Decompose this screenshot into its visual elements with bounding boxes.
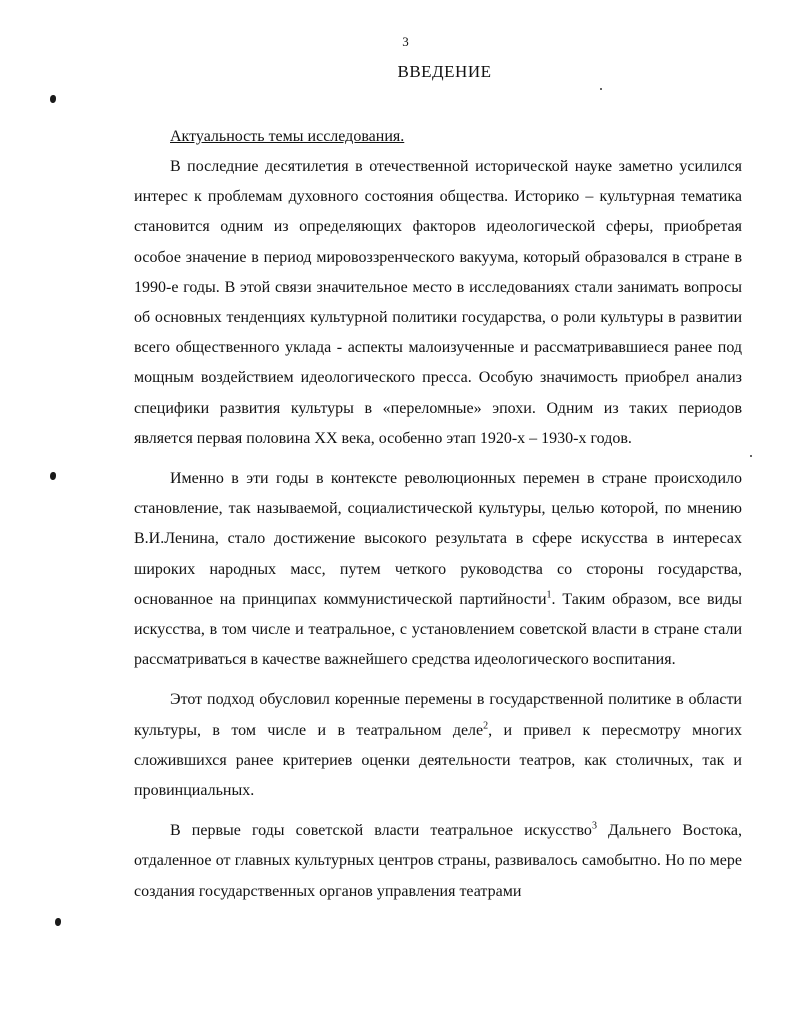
paragraph-text: В первые годы советской власти театральное искусство: [170, 822, 592, 840]
paragraph-text: Именно в эти годы в контексте революционных перемен в стране происходило становление, так называемой, социалистической культуры, целью которой, по мнению В.И.Ленина, стало достижение высокого результата в сфере искусства в интересах широких народных масс, путем четкого руководства со стороны государства, основанное на принципах коммунистической партийности: [134, 470, 742, 608]
page-title: ВВЕДЕНИЕ: [397, 62, 492, 81]
paragraph: [134, 152, 742, 454]
scan-speck: [750, 455, 752, 457]
scan-mark: [50, 472, 56, 480]
paragraph-text: Дальнего Востока, отдаленное от главных культурных центров страны, развивалось самобытно. Но по мере создания государственных органов управления театрами: [134, 822, 742, 900]
paragraph: [134, 685, 742, 806]
paragraph: [134, 816, 742, 907]
scan-mark: [55, 918, 61, 926]
paragraph-text: , и привел к пересмотру многих сложившихся ранее критериев оценки деятельности театров, как столичных, так и провинциальных.: [134, 721, 742, 800]
scan-speck: [600, 88, 602, 90]
paragraph-text: В последние десятилетия в отечественной исторической науке заметно усилился интерес к проблемам духовного состояния общества. Историко – культурная тематика становится одним из определяющих факторов идеологической сферы, приобретая особое значение в период мировоззренческого вакуума, который образовался в стране в 1990-е годы. В этой связи значительное место в исследованиях стали занимать вопросы об основных тенденциях культурной политики государства, о роли культуры в развитии всего общественного уклада - аспекты малоизученные и рассматривавшиеся ранее под мощным воздействием идеологического пресса. Особую значимость приобрел анализ специфики развития культуры в «переломные» эпохи. Одним из таких периодов является первая половина XX века, особенно этап 1920-х – 1930-х годов.: [134, 158, 742, 447]
page-number: 3: [402, 34, 409, 49]
paragraph-text: Этот подход обусловил коренные перемены в государственной политике в области культуры, в том числе и в театральном деле: [134, 691, 742, 739]
section-heading: Актуальность темы исследования.: [170, 128, 405, 145]
scan-mark: [50, 95, 56, 103]
paragraph: [134, 464, 742, 675]
footnote-marker: 3: [591, 820, 597, 832]
footnote-marker: 1: [546, 589, 552, 601]
paragraph-text: . Таким образом, все виды искусства, в том числе и театральное, с установлением советской власти в стране стали рассматриваться в качестве важнейшего средства идеологического воспитания.: [134, 590, 742, 669]
document-body: [134, 122, 742, 907]
footnote-marker: 2: [483, 720, 489, 732]
